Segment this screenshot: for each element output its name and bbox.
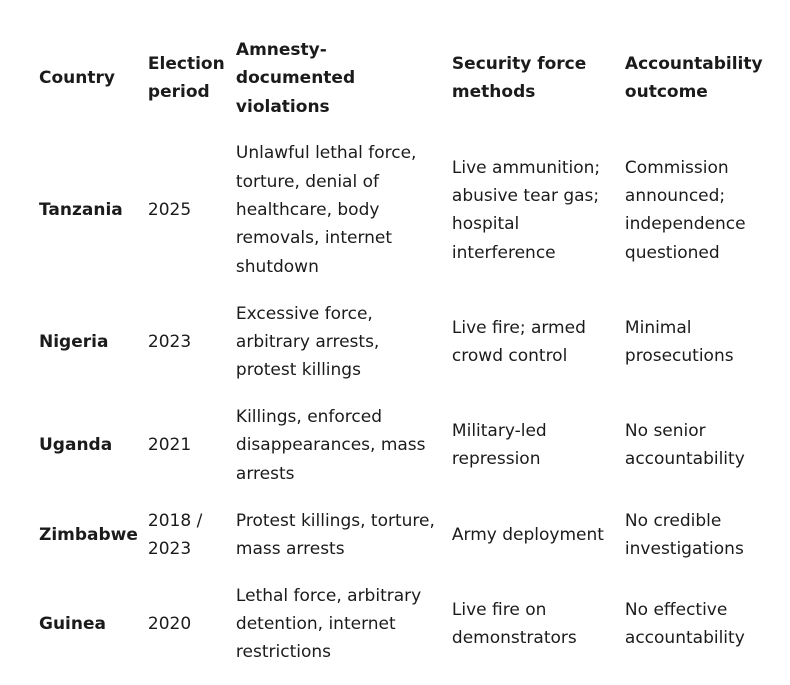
period-cell: 2021 [147, 435, 192, 456]
table-row [34, 403, 768, 506]
country-cell: Guinea [39, 614, 106, 635]
header-election-period: Election period [147, 54, 225, 103]
violations-table [34, 36, 768, 685]
methods-cell: Live fire on demonstrators [451, 599, 577, 649]
violations-cell: Lethal force, arbitrary detention, internet restrictions [235, 585, 422, 663]
outcome-cell: Commission announced; independence questioned [624, 157, 746, 263]
table-row [34, 300, 768, 403]
violations-cell: Protest killings, torture, mass arrests [235, 510, 435, 559]
violations-cell: Excessive force, arbitrary arrests, protest killings [235, 303, 380, 381]
violations-cell: Unlawful lethal force, torture, denial of healthcare, body removals, internet shutdown [235, 143, 417, 277]
table-row [34, 507, 768, 582]
methods-cell: Live ammunition; abusive tear gas; hospital interference [451, 157, 601, 263]
country-cell: Uganda [39, 435, 113, 456]
outcome-cell: No credible investigations [624, 510, 744, 559]
header-accountability: Accountability outcome [624, 54, 763, 103]
country-cell: Nigeria [39, 331, 109, 352]
country-cell: Zimbabwe [39, 524, 138, 545]
table-header-row [34, 36, 768, 139]
header-violations: Amnesty-documented violations [235, 40, 356, 117]
methods-cell: Military-led repression [451, 421, 547, 470]
violations-cell: Killings, enforced disappearances, mass arrests [235, 407, 426, 484]
document-body [34, 36, 768, 685]
methods-cell: Live fire; armed crowd control [451, 317, 586, 366]
period-cell: 2018 / 2023 [147, 510, 203, 559]
period-cell: 2025 [147, 200, 192, 221]
methods-cell: Army deployment [451, 524, 604, 545]
outcome-cell: No senior accountability [624, 421, 745, 470]
outcome-cell: Minimal prosecutions [624, 317, 734, 366]
header-security-methods: Security force methods [451, 54, 587, 103]
header-country: Country [39, 68, 115, 89]
table-row [34, 582, 768, 685]
outcome-cell: No effective accountability [624, 599, 745, 649]
country-cell: Tanzania [39, 200, 123, 221]
period-cell: 2023 [147, 331, 192, 352]
period-cell: 2020 [147, 614, 192, 635]
table-row [34, 139, 768, 299]
